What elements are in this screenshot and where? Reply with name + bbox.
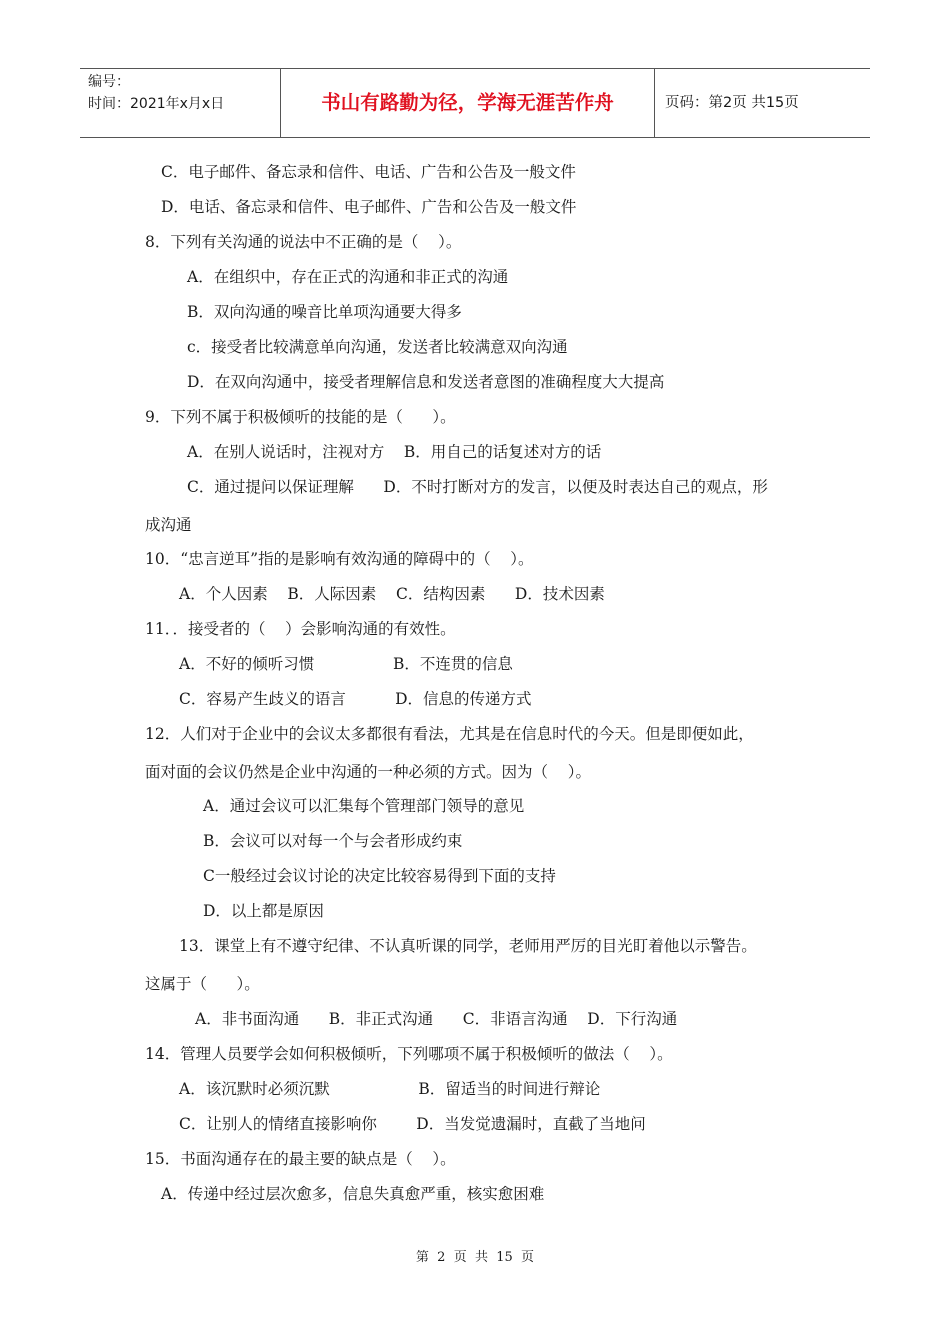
question-11-options-ab: A．不好的倾听习惯 B．不连贯的信息 <box>179 655 513 673</box>
header-motto: 书山有路勤为径，学海无涯苦作舟 <box>281 69 655 137</box>
header-page-info: 页码：第2页 共15页 <box>665 95 799 111</box>
question-8-option-a: A．在组织中，存在正式的沟通和非正式的沟通 <box>187 268 509 286</box>
question-13-options: A．非书面沟通 B．非正式沟通 C．非语言沟通 D．下行沟通 <box>195 1010 678 1028</box>
question-11-options-cd: C．容易产生歧义的语言 D．信息的传递方式 <box>179 690 532 708</box>
question-15-option-a: A．传递中经过层次愈多，信息失真愈严重，核实愈困难 <box>161 1185 545 1203</box>
question-15-stem: 15．书面沟通存在的最主要的缺点是（ ）。 <box>145 1150 456 1168</box>
question-12-option-b: B．会议可以对每一个与会者形成约束 <box>203 832 463 850</box>
document-number-label: 编号： <box>88 74 130 90</box>
document-date-label: 时间：2021年x月x日 <box>88 96 225 112</box>
question-8-option-c: c．接受者比较满意单向沟通，发送者比较满意双向沟通 <box>187 338 568 356</box>
page-header <box>80 68 870 138</box>
question-10-options: A．个人因素 B．人际因素 C．结构因素 D．技术因素 <box>179 585 605 603</box>
page-footer: 第 2 页 共 15 页 <box>415 1250 535 1265</box>
question-14-stem: 14．管理人员要学会如何积极倾听，下列哪项不属于积极倾听的做法（ ）。 <box>145 1045 673 1063</box>
question-9-stem: 9．下列不属于积极倾听的技能的是（ ）。 <box>145 408 456 426</box>
question-10-stem: 10．“忠言逆耳”指的是影响有效沟通的障碍中的（ ）。 <box>145 550 534 568</box>
question-12-option-c: C一般经过会议讨论的决定比较容易得到下面的支持 <box>203 867 556 885</box>
question-9-options-cd: C．通过提问以保证理解 D．不时打断对方的发言，以便及时表达自己的观点，形 <box>187 478 768 496</box>
question-11-stem: 11．．接受者的（ ）会影响沟通的有效性。 <box>145 620 456 638</box>
question-12-stem-line2: 面对面的会议仍然是企业中沟通的一种必须的方式。因为（ ）。 <box>145 763 591 781</box>
question-12-stem-line1: 12．人们对于企业中的会议太多都很有看法，尤其是在信息时代的今天。但是即便如此， <box>145 725 754 743</box>
question-7-option-d: D．电话、备忘录和信件、电子邮件、广告和公告及一般文件 <box>161 198 577 216</box>
question-9-options-ab: A．在别人说话时，注视对方 B．用自己的话复述对方的话 <box>187 443 602 461</box>
question-8-stem: 8．下列有关沟通的说法中不正确的是（ ）。 <box>145 233 462 251</box>
question-7-option-c: C．电子邮件、备忘录和信件、电话、广告和公告及一般文件 <box>161 163 576 181</box>
question-13-stem-line2: 这属于（ ）。 <box>145 975 260 993</box>
question-8-option-b: B．双向沟通的噪音比单项沟通要大得多 <box>187 303 462 321</box>
question-12-option-a: A．通过会议可以汇集每个管理部门领导的意见 <box>203 797 525 815</box>
question-14-options-ab: A．该沉默时必须沉默 B．留适当的时间进行辩论 <box>179 1080 601 1098</box>
question-12-option-d: D．以上都是原因 <box>203 902 324 920</box>
question-8-option-d: D．在双向沟通中，接受者理解信息和发送者意图的准确程度大大提高 <box>187 373 665 391</box>
question-13-stem-line1: 13．课堂上有不遵守纪律、不认真听课的同学，老师用严厉的目光盯着他以示警告。 <box>179 937 757 955</box>
header-meta <box>80 69 281 137</box>
question-9-option-d-continued: 成沟通 <box>145 516 192 534</box>
question-14-options-cd: C．让别人的情绪直接影响你 D．当发觉遗漏时，直截了当地问 <box>179 1115 646 1133</box>
